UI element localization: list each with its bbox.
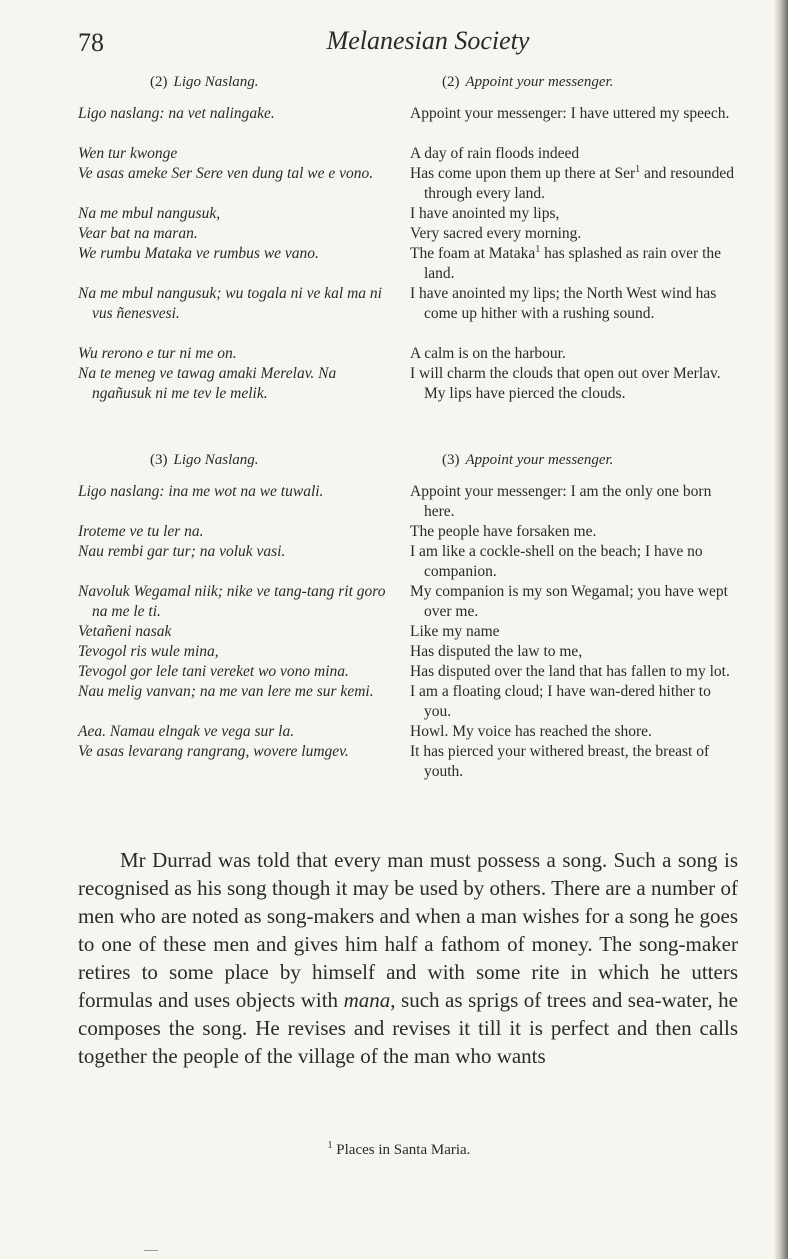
verse-pair: [78, 682, 738, 722]
translated-verse: I will charm the clouds that open out over Merlav. My lips have pierced the clouds.: [410, 365, 721, 402]
heading-title: Ligo Naslang.: [173, 452, 259, 468]
footnote-text: Places in Santa Maria.: [336, 1142, 471, 1158]
verse-pair: [78, 642, 738, 662]
verse-pair: [78, 144, 738, 164]
verse-pair: [78, 662, 738, 682]
verse-pair: [78, 284, 738, 324]
heading-number: (3): [150, 452, 168, 468]
translation-heading: [442, 452, 613, 469]
column-headings: [78, 74, 738, 104]
translated-verse: Has disputed over the land that has fallen to my lot.: [410, 663, 730, 680]
native-verse: Tevogol gor lele tani vereket wo vono mina.: [78, 663, 349, 680]
native-verse: We rumbu Mataka ve rumbus we vano.: [78, 245, 319, 262]
translated-verse: The foam at Mataka$^1$ has splashed as rain over the land.: [410, 243, 722, 282]
translation-heading: [442, 74, 613, 91]
native-verse: Aea. Namau elngak ve vega sur la.: [78, 723, 295, 740]
translated-verse: Has come upon them up there at Ser$^1$ and resounded through every land.: [410, 163, 734, 202]
native-verse: Ve asas levarang rangrang, wovere lumgev.: [78, 743, 349, 760]
translated-verse: Like my name: [410, 623, 500, 640]
verse-pair: [78, 224, 738, 244]
native-verse: Nau melig vanvan; na me van lere me sur kemi.: [78, 683, 374, 700]
verse-pair: [78, 364, 738, 404]
verse-pair: [78, 622, 738, 642]
native-verse: Ve asas ameke Ser Sere ven dung tal we e vono.: [78, 165, 374, 182]
native-verse: Navoluk Wegamal niik; nike ve tang-tang rit goro na me le ti.: [78, 583, 386, 620]
translated-verse: I am like a cockle-shell on the beach; I have no companion.: [410, 543, 703, 580]
page-number: 78: [78, 28, 104, 57]
translated-verse: Appoint your messenger: I am the only one born here.: [410, 483, 712, 520]
heading-title: Appoint your messenger.: [465, 74, 614, 90]
verse-pair: [78, 104, 738, 124]
translated-verse: Appoint your messenger: I have uttered my speech.: [410, 105, 730, 122]
translated-verse: Howl. My voice has reached the shore.: [410, 723, 652, 740]
native-heading: [150, 452, 259, 469]
native-verse: Wen tur kwonge: [78, 145, 178, 162]
heading-number: (2): [442, 74, 460, 90]
verse-pair: [78, 164, 738, 204]
verse-pair: [78, 582, 738, 622]
native-verse: Nau rembi gar tur; na voluk vasi.: [78, 543, 286, 560]
verse-pair: [78, 522, 738, 542]
translated-verse: I have anointed my lips,: [410, 205, 560, 222]
native-verse: Na te meneg ve tawag amaki Merelav. Na ngañusuk ni me tev le melik.: [78, 365, 337, 402]
verse-pair: [78, 742, 738, 782]
translated-verse: A calm is on the harbour.: [410, 345, 566, 362]
page-header: [78, 24, 738, 64]
footnote-marker: 1: [327, 1140, 333, 1151]
translated-verse: I have anointed my lips; the North West wind has come up hither with a rushing sound.: [410, 285, 717, 322]
translated-verse: The people have forsaken me.: [410, 523, 597, 540]
native-heading: [150, 74, 259, 91]
verse-pair: [78, 244, 738, 284]
body-paragraph: Mr Durrad was told that every man must possess a song. Such a song is recognised as his song though it may be used by others. There are a number of men who are noted as song-makers and when a man wishes for a song he goes to one of these men and gives him half a fathom of money. The song-maker retires to some place by himself and with some rite in which he utters formulas and uses objects with mana, such as sprigs of trees and sea-water, he composes the song. He revises and revises it till it is perfect and then calls together the people of the village of the man who wants: [78, 848, 739, 1068]
column-headings: [78, 452, 738, 482]
native-verse: Wu rerono e tur ni me on.: [78, 345, 237, 362]
italic-term: mana: [343, 988, 391, 1012]
footnote-ref: 1: [635, 163, 641, 175]
native-verse: Iroteme ve tu ler na.: [78, 523, 204, 540]
translated-verse: It has pierced your withered breast, the breast of youth.: [410, 743, 710, 780]
native-verse: Vear bat na maran.: [78, 225, 198, 242]
native-verse: Ligo naslang: na vet nalingake.: [78, 105, 275, 122]
translated-verse: My companion is my son Wegamal; you have wept over me.: [410, 583, 728, 620]
translated-verse: I am a floating cloud; I have wan-dered hither to you.: [410, 683, 711, 720]
heading-title: Ligo Naslang.: [173, 74, 259, 90]
translated-verse: Has disputed the law to me,: [410, 643, 583, 660]
verse-pair: [78, 204, 738, 224]
native-verse: Ligo naslang: ina me wot na we tuwali.: [78, 483, 324, 500]
running-title: Melanesian Society: [326, 26, 530, 55]
book-spine-shadow: [774, 0, 788, 1259]
verse-pair: [78, 542, 738, 582]
song-section-3: [78, 452, 738, 782]
body-text: [78, 846, 738, 1070]
heading-title: Appoint your messenger.: [465, 452, 614, 468]
footnote-ref: 1: [535, 243, 541, 255]
heading-number: (3): [442, 452, 460, 468]
verse-pair: [78, 482, 738, 522]
footnote: [0, 1142, 788, 1159]
verse-pair: [78, 722, 738, 742]
stanza-gap: [78, 124, 738, 144]
verse-pair: [78, 344, 738, 364]
native-verse: Tevogol ris wule mina,: [78, 643, 219, 660]
native-verse: Na me mbul nangusuk,: [78, 205, 221, 222]
translated-verse: Very sacred every morning.: [410, 225, 582, 242]
heading-number: (2): [150, 74, 168, 90]
translated-verse: A day of rain floods indeed: [410, 145, 580, 162]
page-mark: [144, 1250, 158, 1251]
native-verse: Vetañeni nasak: [78, 623, 172, 640]
stanza-gap: [78, 324, 738, 344]
song-section-2: [78, 74, 738, 404]
native-verse: Na me mbul nangusuk; wu togala ni ve kal ma ni vus ñenesvesi.: [78, 285, 382, 322]
